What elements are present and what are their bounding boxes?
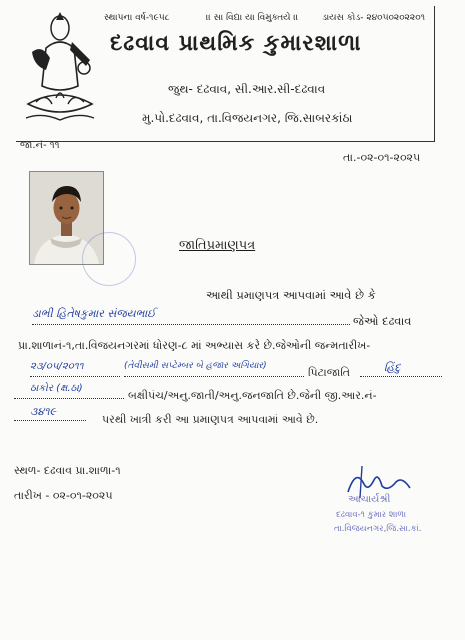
certificate-title: જાતિપ્રમાણપત્ર (179, 238, 256, 253)
student-name: ડાભી હિતેષકુમાર સંજયભાઈ (32, 307, 156, 320)
caste-label: પિટાજાતિ (308, 366, 351, 379)
subcaste-dotted-line (14, 398, 124, 399)
religion-dotted-line (360, 376, 442, 377)
intro-text: આથી પ્રમાણપત્ર આપવામાં આવે છે કે (206, 288, 376, 302)
dob-words-dotted-line (124, 376, 304, 377)
signatory-title: આચાર્યશ્રી (348, 494, 391, 505)
outward-number: જા.નં- ૧૧ (20, 140, 60, 151)
line1-end: જેઓ દઢવાવ (353, 314, 412, 328)
cluster-line: જુથ- દઢવાવ, સી.આર.સી-દઢવાવ (168, 82, 326, 96)
saraswati-logo (22, 8, 97, 130)
dob-dotted-line (30, 376, 120, 377)
gr-number: ૩૪૧૯ (30, 405, 57, 418)
date-of-birth: ૨૩/૦૫/૨૦૧૧ (30, 361, 84, 372)
issue-date: તા.-૦૨-૦૧-૨૦૨૫ (343, 151, 421, 164)
stamp-school: દઢવાવ-૧ કુમાર શાળા (336, 510, 407, 520)
name-dotted-line (32, 324, 350, 325)
place-line: સ્થળ- દઢવાવ પ્રા.શાળા-૧ (14, 464, 121, 477)
standard-line: પ્રા.શાળાનં-૧,તા.વિજયનગરમાં ધોરણ-૮ માં અભ્યાસ કરે છે.જેઓની જન્મતારીખ- (18, 339, 371, 352)
footer-date: તારીખ - ૦૨-૦૧-૨૦૨૫ (14, 489, 113, 502)
stamp-place: તા.વિજયનગર,જિ.સા.કાં. (334, 524, 422, 534)
date-of-birth-words: (તેવીસમી સપ્ટેમ્બર બે હજાર અગિયાર) (124, 361, 267, 371)
address-line: મુ.પો.દઢવાવ, તા.વિજયનગર, જિ.સાબરકાંઠા (142, 111, 353, 125)
school-motto: ।। સા વિદ્યા યા વિમુક્તયે ।। (206, 13, 299, 23)
category-line: બક્ષીપંચ/અનુ.જાતી/અનુ.જનજાતિ છે.જેની જી.આર.નં- (128, 389, 377, 402)
religion-value: હિંદુ (384, 361, 401, 374)
school-name: દઢવાવ પ્રાથમિક કુમારશાળા (110, 30, 362, 56)
closing-text: પરથી ખાત્રી કરી આ પ્રમાણપત્ર આપવામાં આવે છે. (102, 413, 319, 426)
subcaste-value: ઠાકોર (ક્ષ.ઠા) (30, 383, 83, 394)
dise-code: ડાયસ કોડ- ૨૪૦૫૦૨૦૨૨૦૧ (322, 13, 426, 23)
faint-stamp-mark (82, 232, 136, 286)
established-year: સ્થાપના વર્ષ-૧૯૫૮ (104, 13, 170, 23)
gr-dotted-line (14, 420, 86, 421)
